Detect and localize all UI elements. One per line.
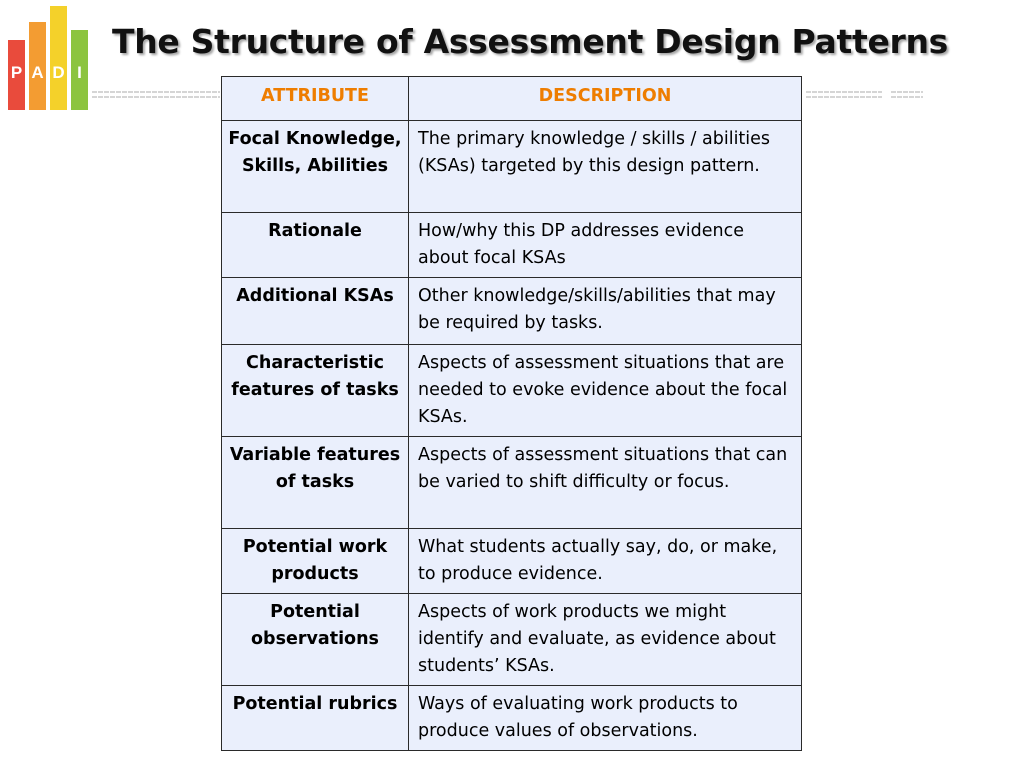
attribute-cell: Potential rubrics <box>222 686 409 751</box>
description-cell: The primary knowledge / skills / abilities (KSAs) targeted by this design pattern. <box>409 121 802 213</box>
description-cell: Aspects of work products we might identify and evaluate, as evidence about students’ KSAs. <box>409 594 802 686</box>
attribute-cell: Characteristic features of tasks <box>222 345 409 437</box>
logo-letter-i: I <box>77 63 82 82</box>
title-divider <box>92 91 220 98</box>
padi-logo <box>8 6 88 110</box>
table-header-row <box>222 77 802 121</box>
description-cell: Aspects of assessment situations that can be varied to shift difficulty or focus. <box>409 437 802 529</box>
title-divider <box>806 91 882 98</box>
table-row <box>222 278 802 345</box>
attribute-cell: Focal Knowledge, Skills, Abilities <box>222 121 409 213</box>
attribute-cell: Additional KSAs <box>222 278 409 345</box>
logo-bar-d <box>50 6 67 110</box>
title-divider <box>891 91 923 98</box>
table-row <box>222 345 802 437</box>
logo-letter-p: P <box>10 63 23 82</box>
attribute-cell: Variable features of tasks <box>222 437 409 529</box>
table-row <box>222 213 802 278</box>
logo-letter-d: D <box>52 63 65 82</box>
attribute-column-header: ATTRIBUTE <box>222 77 409 121</box>
description-cell: Aspects of assessment situations that are needed to evoke evidence about the focal KSAs. <box>409 345 802 437</box>
attribute-cell: Potential observations <box>222 594 409 686</box>
table-row <box>222 121 802 213</box>
description-cell: How/why this DP addresses evidence about focal KSAs <box>409 213 802 278</box>
attribute-cell: Rationale <box>222 213 409 278</box>
design-pattern-table <box>221 76 802 751</box>
logo-letter-a: A <box>31 63 44 82</box>
attribute-cell: Potential work products <box>222 529 409 594</box>
table-row <box>222 437 802 529</box>
description-column-header: DESCRIPTION <box>409 77 802 121</box>
slide-title: The Structure of Assessment Design Patterns <box>112 22 949 61</box>
description-cell: Ways of evaluating work products to produce values of observations. <box>409 686 802 751</box>
table-row <box>222 594 802 686</box>
description-cell: What students actually say, do, or make, to produce evidence. <box>409 529 802 594</box>
table-row <box>222 686 802 751</box>
table-row <box>222 529 802 594</box>
description-cell: Other knowledge/skills/abilities that may be required by tasks. <box>409 278 802 345</box>
